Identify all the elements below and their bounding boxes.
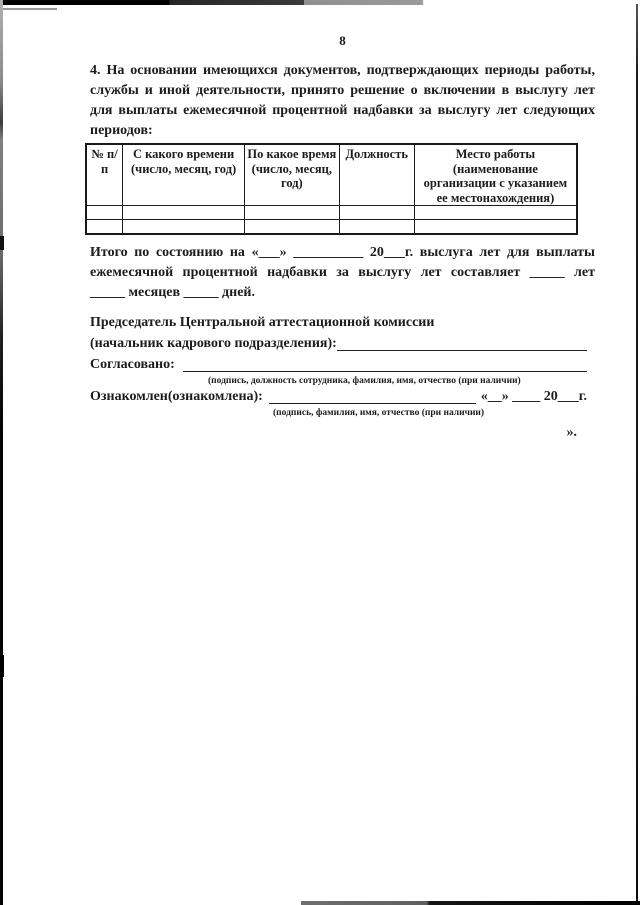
paragraph-line: службы и иной деятельности, принято решение о включении в выслугу лет: [90, 83, 595, 98]
table-cell: [414, 220, 577, 235]
totals-paragraph: [90, 243, 595, 303]
chairman-subtitle: (начальник кадрового подразделения):: [90, 336, 337, 351]
table-cell: [339, 220, 414, 235]
scan-artifact-left-blob: [0, 655, 4, 677]
scan-artifact-right-edge: [636, 4, 638, 905]
table-header-position: Должность: [339, 144, 414, 206]
acquainted-label: Ознакомлен(ознакомлена):: [90, 389, 263, 404]
paragraph-line: 4. На основании имеющихся документов, подтверждающих периоды работы,: [90, 63, 595, 78]
agreed-row: [90, 354, 587, 375]
scan-artifact-top-fragment: [0, 8, 57, 10]
totals-line: _____ месяцев _____ дней.: [90, 285, 255, 300]
signature-blank-line: [269, 386, 476, 404]
table-cell: [339, 206, 414, 220]
scan-artifact-left-blob: [0, 236, 4, 250]
closing-quote-mark: ».: [566, 425, 577, 440]
totals-line: ежемесячной процентной надбавки за выслугу лет составляет _____ лет: [90, 265, 595, 280]
agreed-caption: (подпись, должность сотрудника, фамилия, имя, отчество (при наличии): [208, 376, 521, 386]
acquainted-row: [90, 386, 587, 407]
chairman-title-row: [90, 312, 587, 333]
table-header-workplace: Место работы (наименование организации с указанием ее местонахождения): [414, 144, 577, 206]
service-periods-table: [85, 143, 578, 235]
signature-blank-line: [183, 354, 587, 372]
scan-artifact-bottom-edge: [301, 901, 640, 905]
table-cell: [86, 206, 123, 220]
table-cell: [245, 206, 340, 220]
signature-blank-line: [337, 333, 587, 351]
document-page: [90, 0, 595, 443]
agreed-label: Согласовано:: [90, 357, 175, 372]
table-cell: [245, 220, 340, 235]
totals-line: Итого по состоянию на «___» __________ 20___г. выслуга лет для выплаты: [90, 245, 595, 260]
table-cell: [86, 220, 123, 235]
page-number: 8: [339, 33, 346, 48]
signature-block: [90, 312, 587, 443]
acquainted-date: «__» ____ 20___г.: [480, 389, 587, 404]
chairman-title: Председатель Центральной аттестационной комиссии: [90, 315, 435, 330]
table-header-to-time: По какое время (число, месяц, год): [245, 144, 340, 206]
table-header-from-time: С какого времени (число, месяц, год): [123, 144, 245, 206]
paragraph-line: для выплаты ежемесячной процентной надбавки за выслугу лет следующих: [90, 103, 595, 118]
table-cell: [123, 206, 245, 220]
table-header-number: № п/п: [86, 144, 123, 206]
table-row: [86, 206, 577, 220]
table-header-row: [86, 144, 577, 206]
paragraph-line: периодов:: [90, 123, 153, 138]
acquainted-caption: (подпись, фамилия, имя, отчество (при наличии): [273, 408, 485, 418]
table-row: [86, 220, 577, 235]
table-cell: [414, 206, 577, 220]
section-4-paragraph: [90, 61, 595, 141]
scan-artifact-left-edge: [0, 0, 3, 905]
chairman-subtitle-row: [90, 333, 587, 354]
table-cell: [123, 220, 245, 235]
